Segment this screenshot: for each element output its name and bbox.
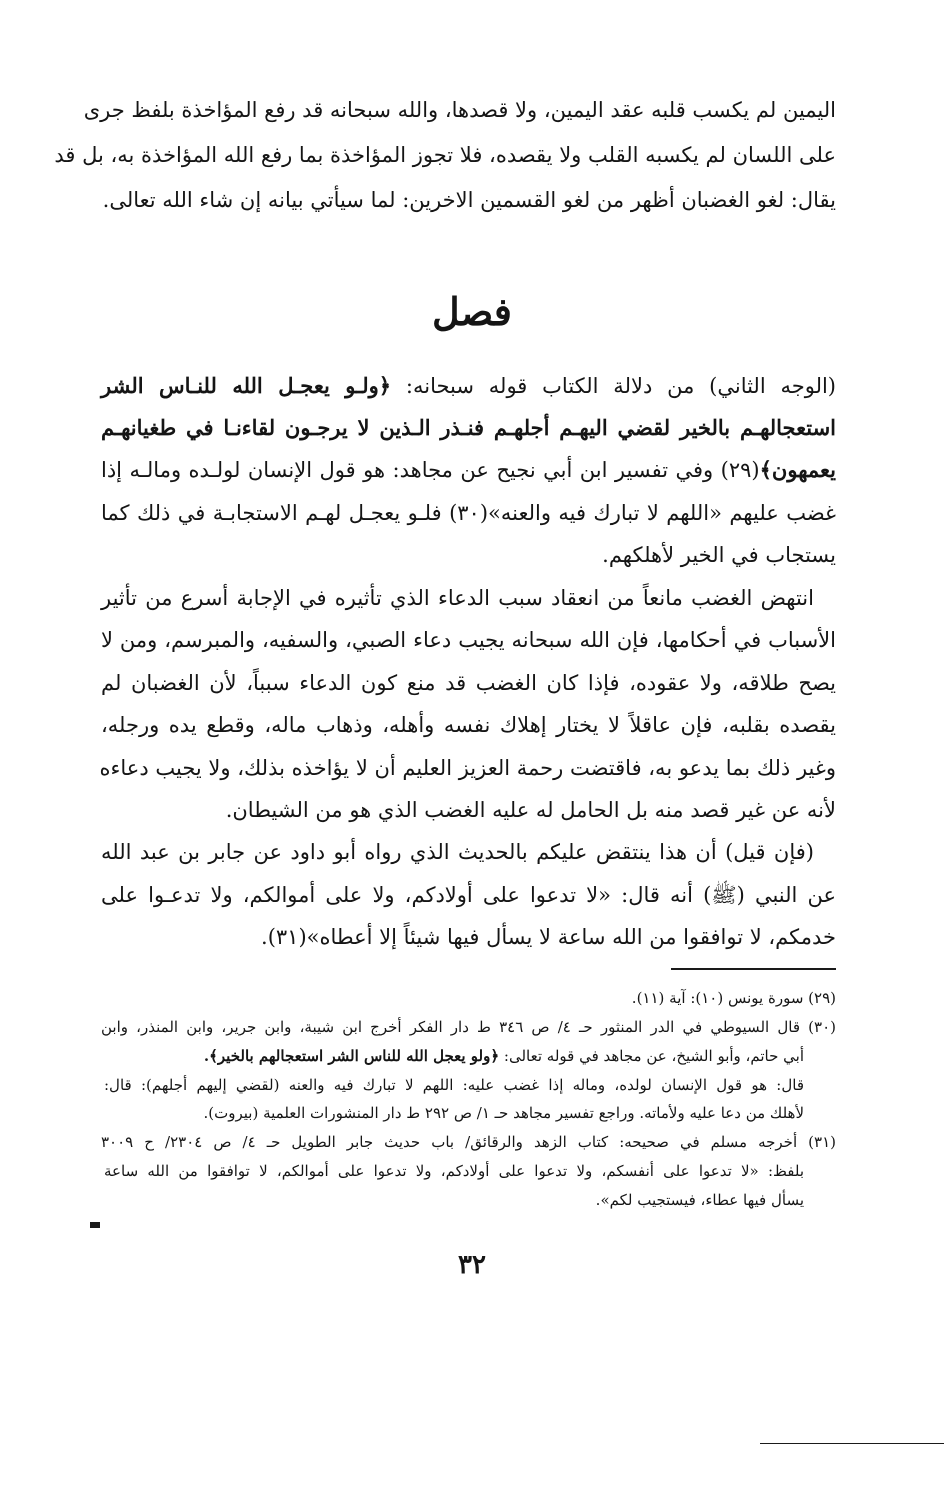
footnote-30: (٣٠) قال السيوطي في الدر المنثور حـ ٤/ ص ٣٤٦ ط دار الفكر أخرج ابن شيبة، وابن جرير، وابن المنذر، وابن: [101, 1018, 836, 1036]
text-span: (الوجه الثاني) من دلالة الكتاب قوله سبحانه:: [391, 374, 836, 398]
scan-edge-line: [760, 1443, 944, 1444]
body-line: وغير ذلك بما يدعو به، فاقتضت رحمة العزيز العليم أن لا يؤاخذه بذلك، ولا يجيب دعاءه: [99, 756, 836, 780]
text-span: (٢٩) وفي تفسير ابن أبي نجيح عن مجاهد: هو قول الإنسان لولـده ومالـه إذا: [101, 458, 760, 482]
quran-verse: ﴿ولـو يعجـل الله للنـاس الشر: [101, 373, 392, 398]
footnote-line: لأهلك من دعا عليه ولأماته. وراجع تفسير مجاهد حـ ١/ ص ٢٩٢ ط دار المنشورات العلمية (بيروت).: [203, 1104, 804, 1122]
page-number: ٣٢: [458, 1250, 486, 1280]
body-line: الأسباب في أحكامها، فإن الله سبحانه يجيب دعاء الصبي، والسفيه، والمبرسم، ومن لا: [101, 628, 836, 652]
body-line: يصح طلاقه، ولا عقوده، فإذا كان الغضب قد منع كون الدعاء سبباً، لأن الغضبان لم: [101, 671, 836, 695]
quran-verse: ﴿ولو يعجل الله للناس الشر استعجالهم بالخير﴾.: [203, 1047, 500, 1065]
footnote-line: بلفظ: «لا تدعوا على أنفسكم، ولا تدعوا على أولادكم، ولا تدعوا على أموالكم، لا توافقوا من الله ساعة: [104, 1162, 804, 1180]
body-line: يستجاب في الخير لأهلكهم.: [602, 543, 836, 567]
body-line: يقال: لغو الغضبان أظهر من لغو القسمين الاخرين: لما سيأتي بيانه إن شاء الله تعالى.: [102, 188, 836, 212]
section-heading: فصل: [432, 289, 512, 334]
footnote-31: (٣١) أخرجه مسلم في صحيحه: كتاب الزهد والرقائق/ باب حديث جابر الطويل حـ ٤/ ص ٢٣٠٤/ ح ٣٠٠٩: [101, 1133, 837, 1151]
body-line: اليمين لم يكسب قلبه عقد اليمين، ولا قصدها، والله سبحانه قد رفع المؤاخذة بلفظ جرى: [83, 98, 836, 122]
body-line: عن النبي (ﷺ) أنه قال: «لا تدعوا على أولادكم، ولا على أموالكم، ولا تدعـوا على: [101, 883, 836, 907]
body-line: انتهض الغضب مانعاً من انعقاد سبب الدعاء الذي تأثيره في الإجابة أسرع من تأثير: [101, 586, 814, 610]
body-line: [101, 452, 836, 488]
text-span: أبي حاتم، وأبو الشيخ، عن مجاهد في قوله تعالى:: [499, 1047, 804, 1065]
body-line: لأنه عن غير قصد منه بل الحامل له عليه الغضب الذي هو من الشيطان.: [225, 798, 836, 822]
body-line: يقصده بقلبه، فإن عاقلاً لا يختار إهلاك نفسه وأهله، وذهاب ماله، وقطع يده ورجله،: [101, 713, 836, 737]
body-line: على اللسان لم يكسبه القلب ولا يقصده، فلا تجوز المؤاخذة بما رفع الله المؤاخذة به، بل قد: [54, 143, 836, 167]
quran-verse-line: استعجالهـم بالخير لقضي اليهـم أجلهـم فنـذر الـذين لا يرجـون لقاءنـا في طغيانهـم: [101, 415, 836, 440]
body-line: [101, 368, 836, 404]
print-mark: [90, 1222, 100, 1228]
footnote-29: (٢٩) سورة يونس (١٠): آية (١١).: [631, 989, 836, 1007]
footnote-line: [104, 1044, 804, 1068]
footnote-separator: [671, 968, 836, 970]
body-line: (فإن قيل) أن هذا ينتقض عليكم بالحديث الذي رواه أبو داود عن جابر بن عبد الله: [101, 840, 814, 864]
footnote-line: قال: هو قول الإنسان لولده، وماله إذا غضب عليه: اللهم لا تبارك فيه والعنه (لقضي إليهم أجلهم): قال:: [104, 1076, 804, 1094]
footnote-line: يسأل فيها عطاء، فيستجيب لكم».: [595, 1191, 804, 1209]
quran-verse: يعمهون﴾: [759, 457, 836, 482]
body-line: غضب عليهم «اللهم لا تبارك فيه والعنه»(٣٠) فلـو يعجـل لهـم الاستجابـة في ذلك كما: [101, 501, 837, 525]
body-line: خدمكم، لا توافقوا من الله ساعة لا يسأل فيها شيئاً إلا أعطاه»(٣١).: [261, 925, 836, 949]
